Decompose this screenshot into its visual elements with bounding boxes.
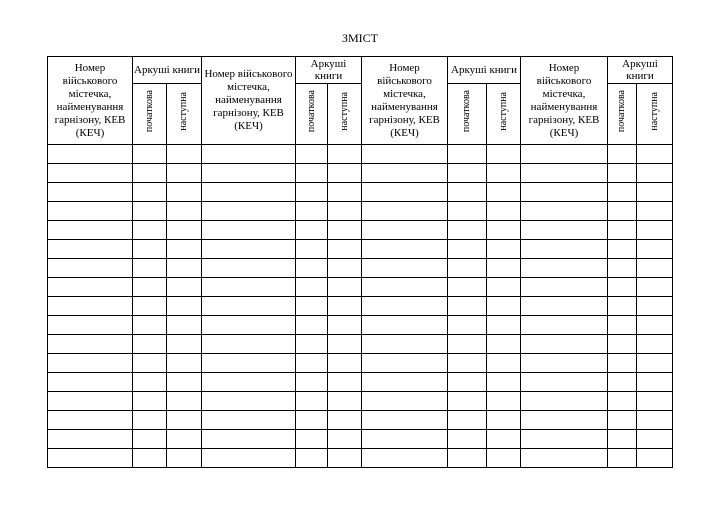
table-cell: [202, 392, 296, 411]
first-sheet-header: [296, 84, 328, 145]
table-cell: [608, 259, 637, 278]
table-row: [48, 164, 673, 183]
table-cell: [133, 240, 167, 259]
first-sheet-label: початкова: [143, 90, 155, 133]
table-cell: [487, 392, 521, 411]
table-cell: [637, 164, 673, 183]
next-sheet-header: [637, 84, 673, 145]
table-cell: [608, 354, 637, 373]
table-cell: [328, 411, 362, 430]
table-cell: [608, 183, 637, 202]
table-cell: [487, 335, 521, 354]
name-column-header: Номер військового містечка, найменування гарнізону, КЕВ (КЕЧ): [48, 57, 133, 145]
table-row: [48, 392, 673, 411]
table-cell: [637, 297, 673, 316]
table-cell: [48, 392, 133, 411]
table-cell: [448, 278, 487, 297]
table-cell: [608, 373, 637, 392]
table-cell: [133, 449, 167, 468]
table-cell: [487, 278, 521, 297]
table-cell: [448, 335, 487, 354]
table-cell: [202, 411, 296, 430]
table-cell: [448, 221, 487, 240]
table-cell: [487, 449, 521, 468]
table-cell: [637, 240, 673, 259]
table-cell: [362, 221, 448, 240]
table-cell: [487, 259, 521, 278]
table-cell: [637, 411, 673, 430]
table-cell: [608, 316, 637, 335]
first-sheet-label: початкова: [616, 90, 627, 133]
table-cell: [167, 183, 202, 202]
page-title: ЗМІСТ: [341, 31, 378, 45]
table-cell: [296, 297, 328, 316]
first-sheet-label: початкова: [305, 90, 317, 133]
table-cell: [202, 259, 296, 278]
table-cell: [362, 240, 448, 259]
table-cell: [487, 430, 521, 449]
table-cell: [448, 354, 487, 373]
table-row: [48, 411, 673, 430]
table-cell: [608, 202, 637, 221]
table-cell: [328, 240, 362, 259]
table-cell: [202, 297, 296, 316]
table-cell: [608, 221, 637, 240]
table-cell: [167, 259, 202, 278]
table-cell: [48, 183, 133, 202]
table-cell: [521, 373, 608, 392]
table-cell: [328, 164, 362, 183]
table-cell: [133, 278, 167, 297]
sheets-column-header: Аркуші книги: [133, 57, 202, 84]
table-cell: [48, 449, 133, 468]
table-row: [48, 373, 673, 392]
table-cell: [296, 164, 328, 183]
table-cell: [328, 373, 362, 392]
table-cell: [448, 411, 487, 430]
table-cell: [448, 373, 487, 392]
table-cell: [48, 145, 133, 164]
table-cell: [362, 335, 448, 354]
table-cell: [167, 202, 202, 221]
table-cell: [521, 202, 608, 221]
table-cell: [133, 297, 167, 316]
table-cell: [202, 278, 296, 297]
table-cell: [328, 183, 362, 202]
name-column-header: Номер військового містечка, найменування гарнізону, КЕВ (КЕЧ): [202, 57, 296, 145]
table-cell: [167, 354, 202, 373]
table-cell: [448, 449, 487, 468]
next-sheet-label: наступна: [497, 92, 509, 131]
table-row: [48, 335, 673, 354]
table-cell: [521, 183, 608, 202]
first-sheet-label: початкова: [461, 90, 472, 133]
table-cell: [296, 221, 328, 240]
next-sheet-header: [487, 84, 521, 145]
table-cell: [328, 297, 362, 316]
table-cell: [133, 335, 167, 354]
table-cell: [167, 373, 202, 392]
table-cell: [487, 145, 521, 164]
table-cell: [296, 316, 328, 335]
table-cell: [167, 392, 202, 411]
contents-table: [47, 56, 673, 468]
table-cell: [637, 145, 673, 164]
table-cell: [521, 335, 608, 354]
table-cell: [133, 354, 167, 373]
table-cell: [133, 316, 167, 335]
table-cell: [296, 183, 328, 202]
table-cell: [133, 164, 167, 183]
table-cell: [637, 392, 673, 411]
table-cell: [637, 430, 673, 449]
table-cell: [448, 316, 487, 335]
table-cell: [448, 259, 487, 278]
table-cell: [448, 297, 487, 316]
table-cell: [608, 392, 637, 411]
table-cell: [328, 316, 362, 335]
table-cell: [328, 430, 362, 449]
table-row: [48, 183, 673, 202]
table-cell: [133, 392, 167, 411]
table-cell: [521, 411, 608, 430]
table-cell: [48, 278, 133, 297]
table-cell: [48, 335, 133, 354]
table-cell: [487, 297, 521, 316]
first-sheet-header: [448, 84, 487, 145]
table-cell: [608, 164, 637, 183]
table-cell: [296, 145, 328, 164]
sheets-column-header: Аркуші книги: [448, 57, 521, 84]
table-cell: [362, 202, 448, 221]
table-cell: [362, 183, 448, 202]
table-cell: [448, 240, 487, 259]
table-cell: [362, 373, 448, 392]
table-cell: [448, 202, 487, 221]
table-row: [48, 259, 673, 278]
table-cell: [167, 335, 202, 354]
table-cell: [48, 202, 133, 221]
table-cell: [48, 411, 133, 430]
table-cell: [521, 316, 608, 335]
table-cell: [328, 335, 362, 354]
table-cell: [167, 316, 202, 335]
table-cell: [637, 221, 673, 240]
table-row: [48, 316, 673, 335]
table-cell: [48, 240, 133, 259]
table-cell: [328, 259, 362, 278]
table-cell: [487, 316, 521, 335]
table-cell: [362, 297, 448, 316]
table-cell: [296, 240, 328, 259]
table-cell: [48, 316, 133, 335]
table-cell: [487, 411, 521, 430]
table-cell: [521, 221, 608, 240]
table-row: [48, 430, 673, 449]
table-cell: [296, 392, 328, 411]
next-sheet-header: [167, 84, 202, 145]
table-cell: [521, 259, 608, 278]
table-cell: [521, 278, 608, 297]
table-cell: [608, 240, 637, 259]
table-cell: [202, 373, 296, 392]
table-cell: [362, 354, 448, 373]
table-cell: [637, 316, 673, 335]
table-cell: [133, 145, 167, 164]
table-cell: [133, 202, 167, 221]
table-cell: [637, 354, 673, 373]
table-cell: [637, 335, 673, 354]
table-cell: [296, 335, 328, 354]
next-sheet-label: наступна: [178, 92, 189, 131]
table-cell: [608, 278, 637, 297]
next-sheet-label: наступна: [648, 92, 660, 131]
sheets-column-header: Аркуші книги: [608, 57, 673, 84]
table-cell: [133, 373, 167, 392]
table-cell: [521, 392, 608, 411]
table-cell: [487, 221, 521, 240]
table-cell: [202, 449, 296, 468]
table-cell: [133, 411, 167, 430]
table-cell: [202, 430, 296, 449]
table-cell: [202, 335, 296, 354]
table-cell: [167, 240, 202, 259]
table-cell: [448, 164, 487, 183]
table-cell: [328, 278, 362, 297]
table-cell: [608, 411, 637, 430]
next-sheet-label: наступна: [338, 92, 350, 131]
next-sheet-header: [328, 84, 362, 145]
table-cell: [521, 145, 608, 164]
table-cell: [608, 145, 637, 164]
table-cell: [608, 430, 637, 449]
table-cell: [296, 449, 328, 468]
table-cell: [608, 335, 637, 354]
table-cell: [521, 449, 608, 468]
table-cell: [328, 354, 362, 373]
first-sheet-header: [133, 84, 167, 145]
table-cell: [167, 430, 202, 449]
table-cell: [637, 449, 673, 468]
table-cell: [202, 145, 296, 164]
table-cell: [362, 259, 448, 278]
table-cell: [202, 354, 296, 373]
table-row: [48, 202, 673, 221]
table-cell: [362, 145, 448, 164]
table-cell: [133, 183, 167, 202]
table-cell: [487, 164, 521, 183]
table-cell: [448, 392, 487, 411]
table-cell: [637, 278, 673, 297]
table-cell: [637, 183, 673, 202]
table-cell: [133, 430, 167, 449]
table-cell: [167, 449, 202, 468]
table-cell: [48, 221, 133, 240]
table-cell: [48, 259, 133, 278]
table-cell: [296, 259, 328, 278]
table-cell: [487, 183, 521, 202]
table-row: [48, 278, 673, 297]
table-body: [48, 145, 673, 468]
table-row: [48, 145, 673, 164]
table-row: [48, 354, 673, 373]
table-cell: [167, 411, 202, 430]
table-row: [48, 240, 673, 259]
table-cell: [202, 316, 296, 335]
table-row: [48, 297, 673, 316]
table-cell: [362, 392, 448, 411]
name-column-header: Номер військового містечка, найменування гарнізону, КЕВ (КЕЧ): [362, 57, 448, 145]
table-cell: [521, 430, 608, 449]
table-cell: [521, 354, 608, 373]
table-cell: [296, 278, 328, 297]
table-cell: [487, 202, 521, 221]
first-sheet-header: [608, 84, 637, 145]
table-cell: [296, 354, 328, 373]
table-cell: [521, 240, 608, 259]
table-cell: [296, 411, 328, 430]
table-cell: [328, 145, 362, 164]
header-row-top: [48, 57, 673, 84]
table-cell: [487, 354, 521, 373]
table-cell: [362, 164, 448, 183]
table-cell: [48, 297, 133, 316]
table-cell: [133, 221, 167, 240]
table-cell: [167, 164, 202, 183]
table-cell: [637, 259, 673, 278]
table-cell: [328, 392, 362, 411]
table-cell: [328, 221, 362, 240]
table-cell: [202, 164, 296, 183]
table-cell: [167, 221, 202, 240]
table-cell: [362, 411, 448, 430]
name-column-header: Номер військового містечка, найменування гарнізону, КЕВ (КЕЧ): [521, 57, 608, 145]
table-cell: [328, 449, 362, 468]
table-cell: [202, 202, 296, 221]
table-cell: [448, 183, 487, 202]
table-cell: [202, 240, 296, 259]
table-cell: [296, 373, 328, 392]
table-cell: [48, 354, 133, 373]
table-cell: [448, 145, 487, 164]
table-cell: [133, 259, 167, 278]
table-cell: [328, 202, 362, 221]
table-row: [48, 221, 673, 240]
table-cell: [362, 449, 448, 468]
table-cell: [167, 297, 202, 316]
table-cell: [608, 449, 637, 468]
table-cell: [48, 164, 133, 183]
table-cell: [487, 373, 521, 392]
table-cell: [448, 430, 487, 449]
table-cell: [521, 297, 608, 316]
table-cell: [362, 316, 448, 335]
table-cell: [608, 297, 637, 316]
table-cell: [202, 183, 296, 202]
table-cell: [637, 202, 673, 221]
table-cell: [167, 278, 202, 297]
table-cell: [296, 430, 328, 449]
table-cell: [637, 373, 673, 392]
table-cell: [296, 202, 328, 221]
sheets-column-header: Аркуші книги: [296, 57, 362, 84]
table-cell: [48, 373, 133, 392]
table-cell: [202, 221, 296, 240]
table-cell: [362, 430, 448, 449]
table-cell: [362, 278, 448, 297]
table-row: [48, 449, 673, 468]
table-cell: [167, 145, 202, 164]
table-cell: [48, 430, 133, 449]
table-cell: [487, 240, 521, 259]
table-cell: [521, 164, 608, 183]
